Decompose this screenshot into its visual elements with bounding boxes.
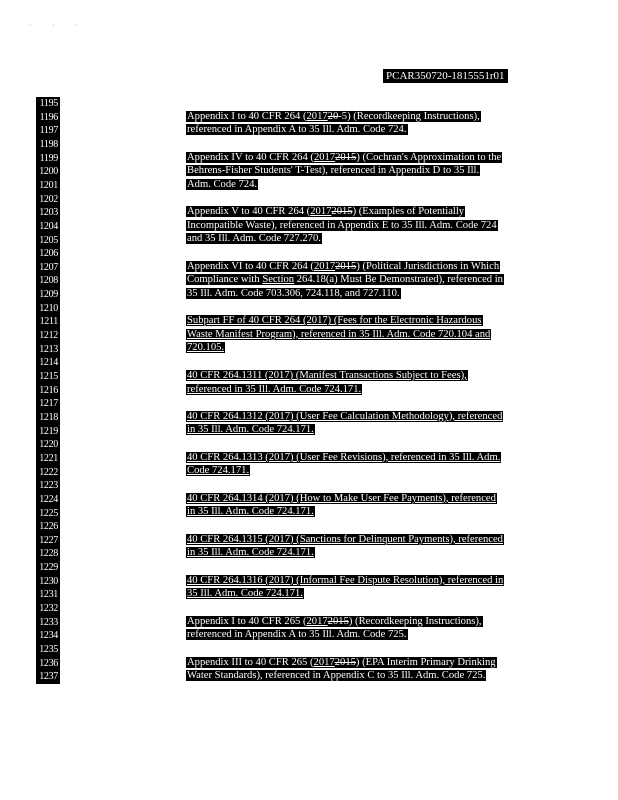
struck-text: 20 (327, 110, 339, 122)
entry-line (186, 410, 548, 424)
line-number: 1213 (36, 343, 60, 357)
entry-text: Incompatible Waste), referenced in Appendix E to 35 Ill. Adm. Code 724 (187, 219, 497, 231)
entry-line (186, 574, 548, 588)
citation-entry (186, 205, 548, 246)
entry-line (186, 328, 548, 342)
inserted-text: referenced in 35 Ill. Adm. Code 724.171. (187, 383, 362, 395)
line-number: 1196 (36, 111, 60, 125)
entry-line (186, 615, 548, 629)
inserted-text: 2017 (310, 206, 332, 218)
entry-line (186, 546, 548, 560)
citation-entry (186, 314, 548, 355)
entry-line (186, 260, 548, 274)
entry-line (186, 164, 548, 178)
inserted-text: Code 724.171. (187, 465, 250, 477)
inserted-text: 2017 (313, 151, 336, 163)
entry-line (186, 205, 548, 219)
line-number: 1208 (36, 274, 60, 288)
line-number: 1230 (36, 575, 60, 589)
entry-text: ) (Recordkeeping Instructions), (348, 615, 482, 627)
entry-line (186, 628, 548, 642)
inserted-text: 35 Ill. Adm. Code 724.171. (187, 588, 303, 600)
line-number: 1200 (36, 165, 60, 179)
line-number: 1222 (36, 466, 60, 480)
line-number: 1227 (36, 534, 60, 548)
entry-text: Behrens-Fisher Students' T-Test), referenced in Appendix D to 35 Ill. (187, 165, 480, 177)
line-number: 1211 (36, 315, 60, 329)
line-number: 1218 (36, 411, 60, 425)
line-number: 1234 (36, 629, 60, 643)
inserted-text: 40 CFR 264.1313 (2017) (User Fee Revisions), referenced in 35 Ill. Adm. (187, 451, 501, 463)
inserted-text: Waste Manifest Program), referenced in 35 Ill. Adm. Code 720.104 and (187, 328, 491, 340)
entry-text: Water Standards), referenced in Appendix C to 35 Ill. Adm. Code 725. (187, 670, 486, 682)
line-number: 1232 (36, 602, 60, 616)
line-number: 1224 (36, 493, 60, 507)
entry-text: Appendix I to 40 CFR 265 ( (187, 615, 307, 627)
citation-entry (186, 492, 548, 519)
entry-text: Appendix III to 40 CFR 265 ( (187, 656, 314, 668)
citation-entry (186, 574, 548, 601)
entry-text: Adm. Code 724. (187, 178, 258, 190)
entry-line (186, 656, 548, 670)
inserted-text: 720.105. (187, 342, 225, 354)
entry-text: Compliance with (187, 274, 263, 286)
entry-line (186, 369, 548, 383)
inserted-text: 40 CFR 264.1314 (2017) (How to Make User Fee Payments), referenced (187, 492, 496, 504)
entry-line (186, 151, 548, 165)
entry-text: ) (Political Jurisdictions in Which (356, 260, 500, 272)
entry-line (186, 383, 548, 397)
inserted-text: 2017 (313, 656, 335, 668)
inserted-text: in 35 Ill. Adm. Code 724.171. (187, 547, 314, 559)
inserted-text: 40 CFR 264.1311 (2017) (Manifest Transactions Subject to Fees), (187, 370, 467, 381)
citation-entry (186, 260, 548, 301)
citation-entry (186, 533, 548, 560)
line-number: 1215 (36, 370, 60, 384)
inserted-text: 40 CFR 264.1316 (2017) (Informal Fee Dispute Resolution), referenced in (187, 574, 504, 586)
entry-line (186, 533, 548, 547)
entry-line (186, 423, 548, 437)
line-number: 1231 (36, 588, 60, 602)
entry-line (186, 492, 548, 506)
entry-line (186, 232, 548, 246)
entry-line (186, 587, 548, 601)
scan-specks: ' ' ' (30, 24, 87, 30)
inserted-text: 40 CFR 264.1312 (2017) (User Fee Calculation Methodology), referenced (187, 410, 503, 422)
inserted-text: 40 CFR 264.1315 (2017) (Sanctions for Delinquent Payments), referenced (187, 533, 503, 545)
inserted-text: in 35 Ill. Adm. Code 724.171. (187, 424, 314, 436)
entry-line (186, 273, 548, 287)
entry-text: referenced in Appendix A to 35 Ill. Adm. Code 724. (187, 124, 407, 136)
entry-line (186, 669, 548, 683)
line-number: 1228 (36, 547, 60, 561)
entry-line (186, 219, 548, 233)
line-number: 1209 (36, 288, 60, 302)
entry-text: Appendix I to 40 CFR 264 ( (187, 110, 307, 122)
entry-text: ) (Cochran's Approximation to the (356, 151, 502, 163)
line-number: 1229 (36, 561, 60, 575)
line-number: 1202 (36, 193, 60, 207)
inserted-text: Section (262, 274, 295, 286)
entry-line (186, 464, 548, 478)
line-number: 1204 (36, 220, 60, 234)
line-number: 1223 (36, 479, 60, 493)
entry-text: referenced in Appendix A to 35 Ill. Adm. Code 725. (187, 629, 407, 641)
line-number: 1235 (36, 643, 60, 657)
line-number: 1198 (36, 138, 60, 152)
inserted-text: Subpart FF of 40 CFR 264 (2017) (Fees for the Electronic Hazardous (187, 315, 482, 327)
citation-entry (186, 110, 548, 137)
entry-text: 264.18(a) Must Be Demonstrated), referenced in (294, 274, 503, 286)
citation-entry (186, 451, 548, 478)
line-number: 1205 (36, 234, 60, 248)
entry-text: and 35 Ill. Adm. Code 727.270. (187, 233, 321, 245)
line-number: 1199 (36, 152, 60, 166)
citation-entry (186, 151, 548, 192)
entry-line (186, 287, 548, 301)
entry-text: ) (EPA Interim Primary Drinking (355, 656, 496, 668)
line-number: 1212 (36, 329, 60, 343)
line-number: 1201 (36, 179, 60, 193)
inserted-text: in 35 Ill. Adm. Code 724.171. (187, 506, 314, 518)
line-number: 1225 (36, 507, 60, 521)
inserted-text: 2017 (313, 260, 336, 272)
line-number: 1206 (36, 247, 60, 261)
struck-text: 2015 (327, 615, 349, 627)
struck-text: 2015 (334, 656, 356, 668)
line-number: 1236 (36, 657, 60, 671)
line-number: 1220 (36, 438, 60, 452)
line-number: 1203 (36, 206, 60, 220)
entry-text: Appendix V to 40 CFR 264 ( (187, 206, 311, 218)
entry-line (186, 123, 548, 137)
document-id: PCAR350720-1815551r01 (383, 69, 508, 83)
line-number: 1233 (36, 616, 60, 630)
entry-line (186, 110, 548, 124)
line-number: 1221 (36, 452, 60, 466)
entry-line (186, 505, 548, 519)
entry-text: -5) (Recordkeeping Instructions), (338, 110, 480, 122)
entry-line (186, 314, 548, 328)
struck-text: 2015 (335, 260, 357, 272)
line-number: 1237 (36, 670, 60, 684)
struck-text: 2015 (335, 151, 357, 163)
entry-text: Appendix VI to 40 CFR 264 ( (187, 260, 314, 272)
line-number: 1197 (36, 124, 60, 138)
struck-text: 2015 (331, 206, 353, 218)
citation-entry (186, 615, 548, 642)
citation-entry (186, 656, 548, 683)
line-number: 1216 (36, 384, 60, 398)
citation-entry (186, 369, 548, 396)
entry-text: ) (Examples of Potentially (352, 206, 465, 218)
line-number: 1207 (36, 261, 60, 275)
entry-line (186, 178, 548, 192)
entry-line (186, 451, 548, 465)
line-number: 1214 (36, 356, 60, 370)
inserted-text: 2017 (306, 110, 328, 122)
line-number: 1219 (36, 425, 60, 439)
line-number: 1210 (36, 302, 60, 316)
line-number: 1226 (36, 520, 60, 534)
entry-text: Appendix IV to 40 CFR 264 ( (187, 151, 314, 163)
line-number: 1217 (36, 397, 60, 411)
citation-entry (186, 410, 548, 437)
entry-text: 35 Ill. Adm. Code 703.306, 724.118, and 727.110. (187, 287, 400, 299)
entry-line (186, 341, 548, 355)
inserted-text: 2017 (306, 615, 328, 627)
line-number: 1195 (36, 97, 60, 111)
